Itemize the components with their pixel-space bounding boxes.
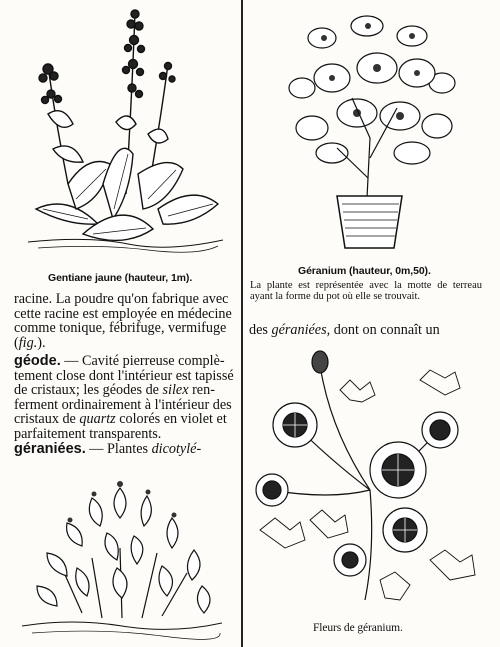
geode-line-5 [14,412,236,427]
geode-line-3-start: de cristaux; les géodes de [14,382,163,399]
gentiane-caption: Gentiane jaune (hauteur, 1m). [48,272,193,284]
dicotyle-term: dicotylé- [151,441,202,457]
column-divider [241,0,243,647]
geode-line-2: tement close dont l'intérieur est tapissé [14,367,234,384]
geode-line-4: ferment ordinairement à l'intérieur des [14,396,232,413]
continuation-start: des [249,322,272,338]
quartz-term: quartz [79,411,116,428]
racine-paren-open: ( [14,334,19,351]
continuation-end: dont on connaît un [330,322,440,338]
racine-paren-close: ). [37,334,46,351]
geode-entry [14,354,236,442]
racine-paragraph [14,292,236,350]
geraniees-headword: géraniées. [14,441,86,457]
geranium-flowers-illustration [250,350,482,612]
geode-line-5-start: cristaux de [14,411,80,428]
geraniees-entry [14,442,240,457]
geode-line-5-end: colorés en violet et [115,411,227,428]
geranium-pot-illustration [282,8,460,253]
fleurs-caption: Fleurs de géranium. [313,622,403,634]
geode-line-3-end: ren- [188,382,215,399]
racine-line-1: racine. La poudre qu'on fabrique avec [14,291,229,307]
geode-line-3 [14,383,236,398]
fig-abbrev: fig. [18,334,38,351]
geode-headword: géode. [14,353,61,369]
geraniee-bush-illustration [22,468,222,643]
geraniees-continuation [249,323,484,338]
geode-line-1 [14,354,236,369]
gentiane-illustration [28,4,223,259]
racine-line-4 [14,336,236,351]
geraniees-term: géraniées, [271,322,331,338]
geranium-caption: Géranium (hauteur, 0m,50). [298,265,431,277]
geraniees-definition-start: — Plantes [85,441,152,457]
silex-term: silex [162,382,189,399]
geranium-caption-note: La plante est représentée avec la motte de terreau ayant la forme du pot où elle se trouvait. [250,280,482,302]
geode-line-6: parfaitement transparents. [14,425,162,442]
racine-line-3: comme tonique, fébrifuge, vermifuge [14,320,227,337]
geode-definition-start: — Cavité pierreuse complè- [60,353,225,369]
racine-line-2: cette racine est employée en médecine [14,305,232,322]
